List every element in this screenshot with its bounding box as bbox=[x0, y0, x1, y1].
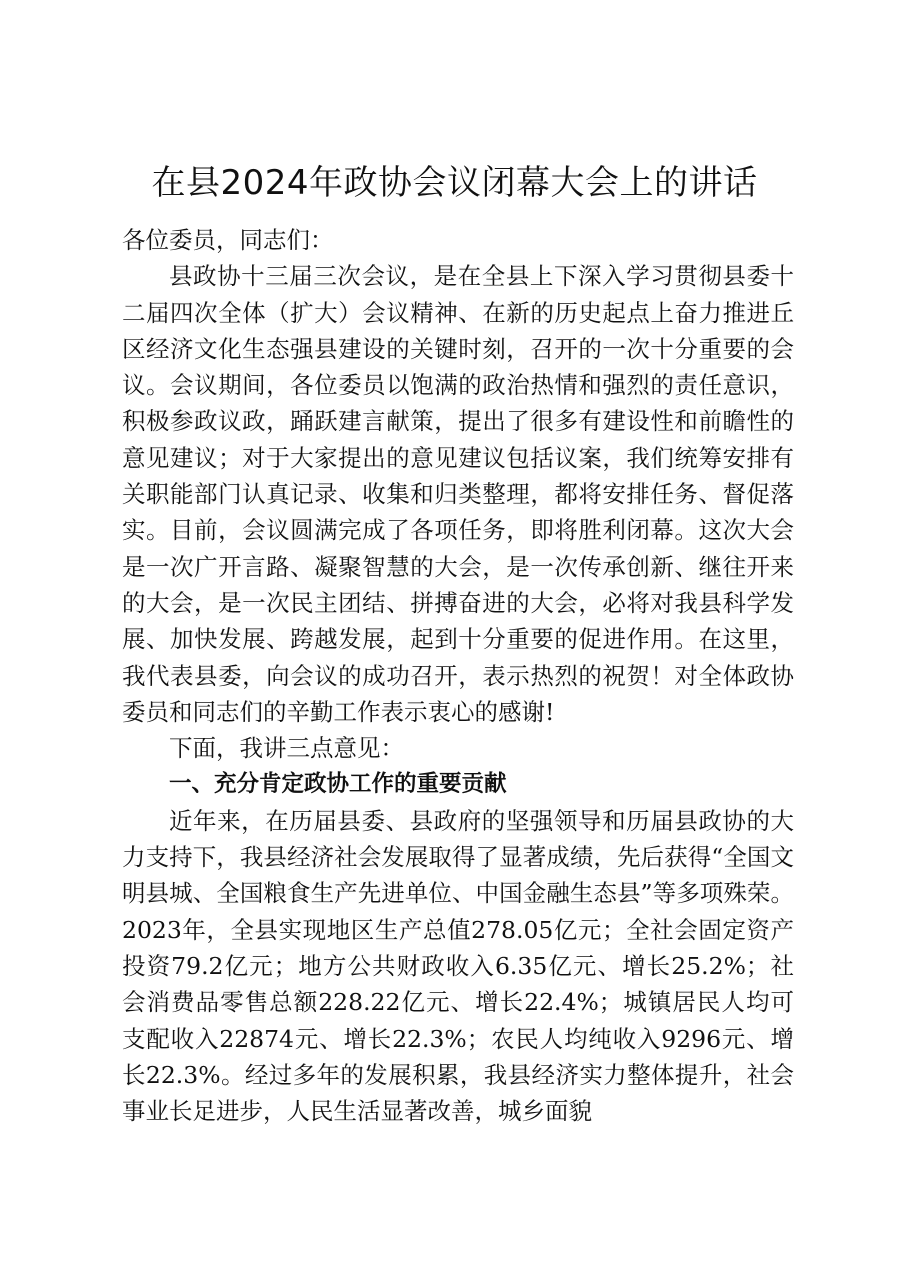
paragraph-opening: 县政协十三届三次会议，是在全县上下深入学习贯彻县委十二届四次全体（扩大）会议精神、在新的历史起点上奋力推进丘区经济文化生态强县建设的关键时刻，召开的一次十分重要的会议。会议期间，各位委员以饱满的政治热情和强烈的责任意识，积极参政议政，踊跃建言献策，提出了很多有建设性和前瞻性的意见建议；对于大家提出的意见建议包括议案，我们统筹安排有关职能部门认真记录、收集和归类整理，都将安排任务、督促落实。目前，会议圆满完成了各项任务，即将胜利闭幕。这次大会是一次广开言路、凝聚智慧的大会，是一次传承创新、继往开来的大会，是一次民主团结、拼搏奋进的大会，必将对我县科学发展、加快发展、跨越发展，起到十分重要的促进作用。在这里，我代表县委，向会议的成功召开，表示热烈的祝贺！对全体政协委员和同志们的辛勤工作表示衷心的感谢! bbox=[122, 262, 794, 726]
section-heading-1: 一、充分肯定政协工作的重要贡献 bbox=[169, 771, 507, 798]
document-body bbox=[122, 222, 794, 1129]
salutation: 各位委员，同志们： bbox=[122, 226, 334, 254]
paragraph-intro-points: 下面，我讲三点意见： bbox=[169, 734, 404, 763]
paragraph-achievements: 近年来，在历届县委、县政府的坚强领导和历届县政协的大力支持下，我县经济社会发展取得了显著成绩，先后获得“全国文明县城、全国粮食生产先进单位、中国金融生态县”等多项殊荣。2023年，全县实现地区生产总值278.05亿元；全社会固定资产投资79.2亿元；地方公共财政收入6.35亿元、增长25.2%；社会消费品零售总额228.22亿元、增长22.4%；城镇居民人均可支配收入22874元、增长22.3%；农民人均纯收入9296元、增长22.3%。经过多年的发展积累，我县经济实力整体提升，社会事业长足进步，人民生活显著改善，城乡面貌 bbox=[122, 806, 794, 1126]
document-title: 在县2024年政协会议闭幕大会上的讲话 bbox=[151, 163, 758, 203]
